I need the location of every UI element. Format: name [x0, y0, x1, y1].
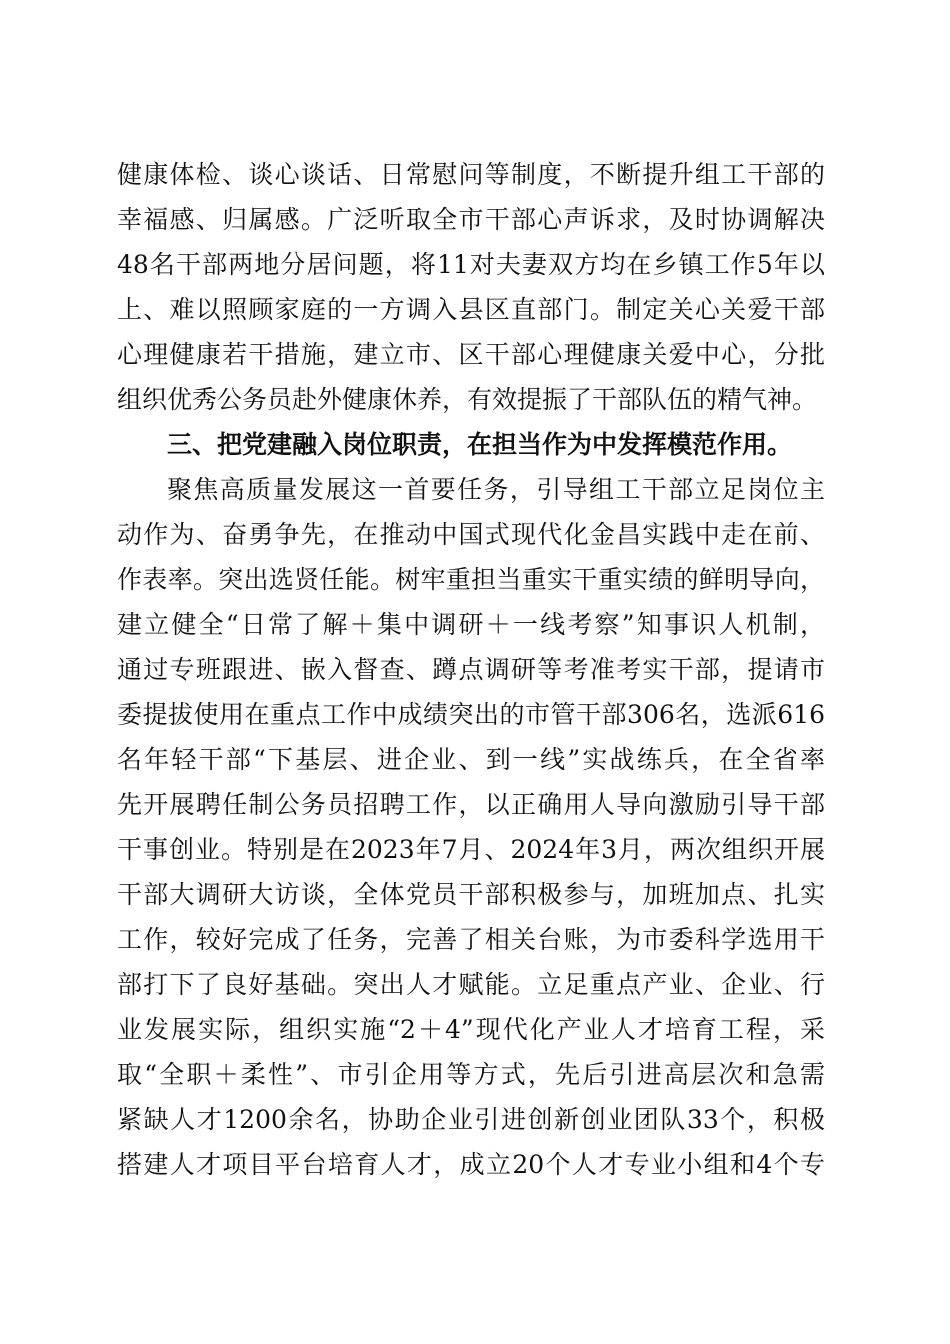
- paragraph-1-line-2: 幸福感、归属感。广泛听取全市干部心声诉求，及时协调解决: [117, 205, 825, 234]
- paragraph-2-line-8: 先开展聘任制公务员招聘工作，以正确用人导向激励引导干部: [117, 790, 825, 819]
- paragraph-2-line-4: 建立健全“日常了解＋集中调研＋一线考察”知事识人机制，: [117, 610, 825, 639]
- paragraph-2-line-14: 取“全职＋柔性”、市引企用等方式，先后引进高层次和急需: [117, 1060, 825, 1089]
- paragraph-1-line-6: 组织优秀公务员赴外健康休养，有效提振了干部队伍的精气神。: [117, 385, 818, 414]
- paragraph-1-line-3: 48名干部两地分居问题，将11对夫妻双方均在乡镇工作5年以: [117, 250, 825, 279]
- paragraph-2-line-5: 通过专班跟进、嵌入督查、蹲点调研等考准考实干部，提请市: [117, 655, 825, 684]
- paragraph-2-line-15: 紧缺人才1200余名，协助企业引进创新创业团队33个，积极: [117, 1105, 825, 1134]
- paragraph-2-line-6: 委提拔使用在重点工作中成绩突出的市管干部306名，选派616: [117, 700, 825, 729]
- paragraph-2-line-11: 工作，较好完成了任务，完善了相关台账，为市委科学选用干: [117, 925, 825, 954]
- paragraph-2-line-12: 部打下了良好基础。突出人才赋能。立足重点产业、企业、行: [117, 970, 825, 999]
- paragraph-1-line-1: 健康体检、谈心谈话、日常慰问等制度，不断提升组工干部的: [117, 160, 825, 189]
- paragraph-1-line-4: 上、难以照顾家庭的一方调入县区直部门。制定关心关爱干部: [117, 295, 825, 324]
- paragraph-1-line-5: 心理健康若干措施，建立市、区干部心理健康关爱中心，分批: [117, 340, 825, 369]
- paragraph-2-line-7: 名年轻干部“下基层、进企业、到一线”实战练兵，在全省率: [117, 745, 825, 774]
- paragraph-2-line-2: 动作为、奋勇争先，在推动中国式现代化金昌实践中走在前、: [117, 520, 825, 549]
- paragraph-2-line-3: 作表率。突出选贤任能。树牢重担当重实干重实绩的鲜明导向，: [117, 565, 825, 594]
- paragraph-2-line-13: 业发展实际，组织实施“2＋4”现代化产业人才培育工程，采: [117, 1015, 825, 1044]
- paragraph-2-line-9: 干事创业。特别是在2023年7月、2024年3月，两次组织开展: [117, 835, 825, 864]
- paragraph-2-line-1: 聚焦高质量发展这一首要任务，引导组工干部立足岗位主: [167, 475, 825, 504]
- paragraph-2-line-16: 搭建人才项目平台培育人才，成立20个人才专业小组和4个专: [117, 1150, 825, 1179]
- paragraph-2-line-10: 干部大调研大访谈，全体党员干部积极参与，加班加点、扎实: [117, 880, 825, 909]
- section-heading: 三、把党建融入岗位职责，在担当作为中发挥模范作用。: [167, 430, 793, 459]
